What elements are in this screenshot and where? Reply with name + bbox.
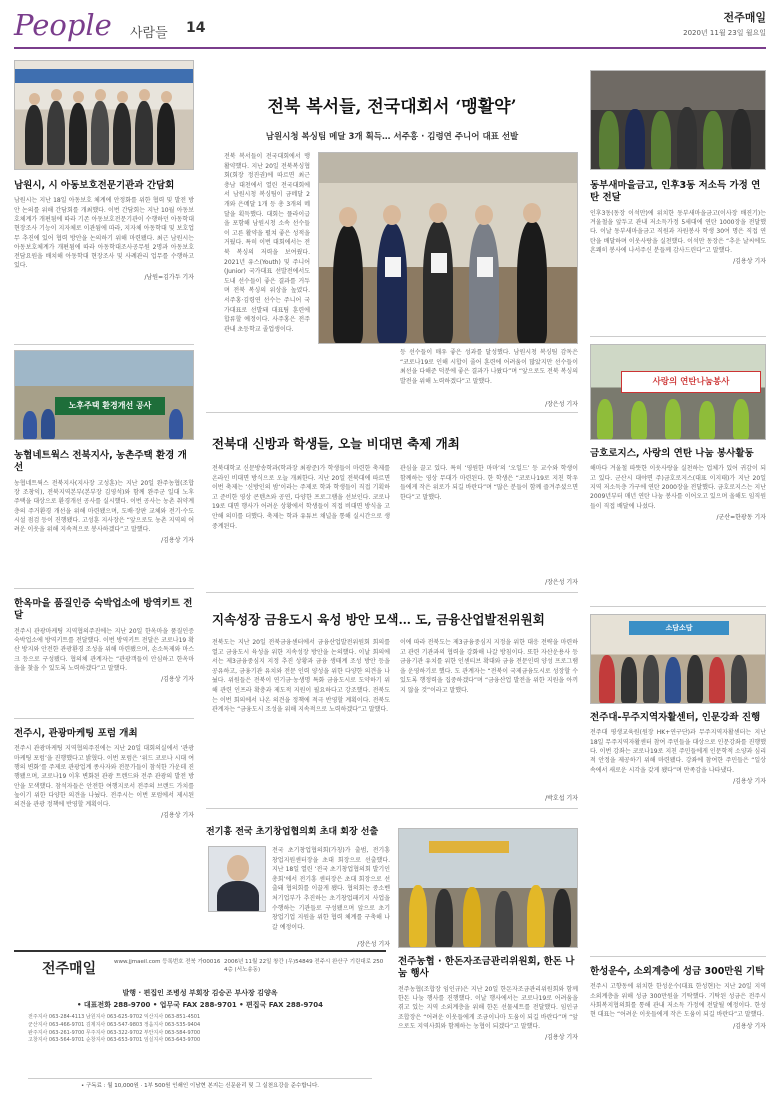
center3-headline: 지속성장 금융도시 육성 방안 모색… 도, 금융산업발전위원회 (212, 612, 545, 627)
banner-sign: 사랑의 연탄나눔봉사 (621, 371, 761, 393)
branch-directory (28, 1014, 372, 1045)
lead-body-col1: 전북 복서들이 전국대회에서 맹활약했다. 지난 20일 전북복싱협회(회장 정진권)에 따르면 최근 충남 대천에서 열린 전국대회에서 남원시청 복싱팀이 금메달 2개와 은메달 1개 등 총 3개의 메달을 획득했다. 대회는 플라이급을 포함해 남원시청 소속 선수들이 고른 활약을 펼쳐 좋은 성적을 거뒀다. 특히 이번 대회에서는 전북 복싱의 저력을 보여줬다. 2021년 유스(Youth) 및 주니어(Junior) 국가대표 선발전에서도 도내 선수들이 좋은 결과를 거두며 전북 복싱의 위상을 높였다. 서주홍·김령연 선수는 주니어 국가대표로 선발돼 대표팀 훈련에 합류할 예정이다. 사주홍은 전주관내 초등학교 졸업생이다. (224, 153, 310, 333)
subscription-notice: • 구독료 : 월 10,000원 · 1부 500원 인쇄인 이남현 본지는 신문윤리 및 그 실천요강을 준수합니다. (28, 1078, 372, 1089)
paper-name: 전주매일 (723, 11, 766, 24)
article-body: 인후3동(동장 이석만)에 위치한 동부새마을금고(이사장 배진기)는 겨울철을 앞두고 관내 저소득가정 5세대에 연탄 1000장을 전달했다. 이날 동부새마을금고 직원과 자원봉사 학생 30여 명은 직접 연탄을 배달하며 이웃사랑을 실천했다. 이석만 동장은 “추운 날씨에도 흔쾌히 봉사에 나서주신 분들께 감사드린다”고 말했다. (590, 209, 766, 254)
center3-body-col2: 이에 따라 전북도는 제3금융중심지 지정을 위한 대응 전략을 마련하고 관련 기관과의 협력을 강화해 나갈 방침이다. 또한 자산운용사 등 금융기관 유치를 위한 인센티브 확대와 금융 전문인력 양성 프로그램을 운영하기로 했다. 도 관계자는 “전북이 국제금융도시로 성장할 수 있도록 행정력을 집중하겠다”며 “금융산업 발전을 위한 지원을 아끼지 않을 것”이라고 말했다. (400, 639, 578, 694)
colophon (14, 950, 386, 1089)
center2-headline: 전북대 신방과 학생들, 오늘 비대면 축제 개최 (212, 436, 460, 451)
banner-sign: 노후주택 환경개선 공사 (55, 397, 165, 415)
article-byline: /김용상 기자 (545, 1034, 578, 1042)
divider (14, 588, 194, 589)
article-byline: /김용상 기자 (161, 812, 194, 820)
article-body: 전주농협(조합장 임인규)은 지난 20일 한돈자조금관리위원회와 함께 한돈 나눔 행사를 진행했다. 이날 행사에서는 코로나19로 어려움을 겪고 있는 지역 소외계층을 위해 한돈 선물세트를 전달했다. 임인규 조합장은 “어려운 이웃들에게 조금이나마 도움이 되길 바란다”며 “앞으로도 지역사회와 함께하는 농협이 되겠다”고 말했다. (398, 985, 578, 1030)
article-body: 전주시 관광마케팅 지역협의주진에는 지난 20일 대회의실에서 ‘관광마케팅 포럼’을 진행했다고 밝혔다. 이번 포럼은 ‘위드 코로나 시대 여행의 변화’를 주제로 관광업계 종사자와 전문가들이 참석한 가운데 진행됐으며, 코로나19 이후 변화된 관광 트렌드와 전주 관광의 발전 방안을 모색했다. 참석자들은 안전한 여행지로서 전주의 브랜드 가치를 높이기 위한 다양한 의견을 나눴다. 전주시는 이번 포럼에서 제시된 의견을 관광 정책에 반영할 계획이다. (14, 745, 194, 809)
article-left-2 (14, 450, 194, 544)
article-headline: 농협네트웍스 전북지사, 농촌주택 환경 개선 (14, 450, 187, 474)
divider (590, 956, 766, 957)
article-headline: 전주농협 · 한돈자조금관리위원회, 한돈 나눔 행사 (398, 956, 575, 980)
article-headline: 전주대-무주지역자활센터, 인문강좌 진행 (590, 712, 761, 723)
article-byline: /김용상 기자 (161, 676, 194, 684)
article-photo-lecture (590, 614, 766, 704)
article-body: 해마다 겨울철 따뜻한 이웃사랑을 실천하는 업체가 있어 귀감이 되고 있다. 군산시 대야면 주)금호로지스(대표 이지태)가 지난 20일 지역 저소득층 가구에 연탄 2000장을 전달했다. 금호로지스는 지난 2009년부터 매년 연탄 나눔 봉사를 이어오고 있으며 올해도 임직원들이 직접 배달에 나섰다. (590, 465, 766, 510)
article-body: 전주대 평생교육원(원장 HK+연구단)과 무주지역자활센터는 지난 18일 무주지역자활센터 참여 주민들을 대상으로 인문강좌를 진행했다. 이번 강좌는 코로나19로 지친 주민들에게 인문학적 소양과 심리적 안정을 제공하기 위해 마련됐다. 강좌에 참여한 주민들은 “일상 속에서 새로운 시각을 갖게 됐다”며 만족감을 나타냈다. (590, 729, 766, 774)
colophon-address: 2006년 11월 22일 창간 (우)54849 전주시 완산구 기린대로 250 4층 (서노송동) (224, 959, 384, 974)
article-byline: /김용상 기자 (733, 777, 766, 785)
article-headline: 금호로지스, 사랑의 연탄 나눔 봉사활동 (590, 448, 754, 459)
article-photo-coal (590, 344, 766, 440)
center4-body: 전국 초기창업협의회(가칭)가 출범, 전기흥 창업지원센터장을 초대 회장으로 선출했다. 지난 18일 열린 ‘전국 초기창업협의회 발기인 총회’에서 전기흥 센터장은 초대 회장으로 선출돼 협의회를 이끌게 됐다. 협의회는 중소벤처기업부가 추진하는 초기창업패키지 사업을 수행하는 기관들로 구성됐으며 앞으로 초기 창업기업 지원을 위한 협력 체계를 구축해 나갈 예정이다. (272, 847, 390, 931)
article-photo-workers (14, 350, 194, 440)
colophon-info: www.jjmaeil.com 등록번호 전북 가00016 (114, 959, 221, 965)
colophon-logo: 전주매일 (42, 961, 97, 977)
article-left-1 (14, 180, 194, 281)
article-photo-volunteers (398, 828, 578, 948)
directory-row: 고창지사 063-564-9701 순창지사 063-653-9701 임실지사 063-643-9700 (28, 1037, 201, 1044)
article-body: 남원시는 지난 18일 아동보호 체계에 안정화를 위한 협력 및 발전 방안 논의를 위해 간담회를 개최했다. 이번 간담회는 지난 10월 아동보호체계가 개편됨에 따라 기존 아동보호전문기관이 수행하던 아동학대 현장조사 기능이 지자체로 이관됨에 따라, 지자체 아동학대 및 보호업무 추진에 있어 협력 방안을 논의하기 위해 마련됐다. 최근 남원시는 아동보호체계가 개편됨에 따라 아동학대조사공무원 2명과 아동보호전담요원을 배치해 아동학대 현장조사 및 사례관리 업무를 수행하고 있다. (14, 197, 194, 270)
article-headline: 한성운수, 소외계층에 성금 300만원 기탁 (590, 966, 765, 977)
center2-body-col2: 관심을 끌고 있다. 특히 ‘영원한 마마’의 ‘오일드’ 등 교수와 학생이 함께하는 영상 무대가 마련된다. 한 학생은 “코로나19로 지친 학우들에게 작은 위로가 되길 바란다”며 “많은 분들이 함께 즐겨주셨으면 한다”고 말했다. (400, 465, 578, 501)
center4-byline: /장은성 기자 (357, 941, 390, 948)
article-left-3 (14, 598, 194, 683)
directory-row: 군산지사 063-466-9701 김제지사 063-547-9803 정읍지사 063-535-9404 (28, 1021, 201, 1028)
article-byline: /군산=한광동 기자 (716, 513, 766, 521)
article-photo-group (14, 60, 194, 170)
center3-body-col1: 전북도는 지난 20일 전북금융센터에서 금융산업발전위원회 회의를 열고 금융도시 육성을 위한 지속성장 방안을 논의했다. 이날 회의에서는 제3금융중심지 지정 추진 상황과 금융 생태계 조성 방안 등을 공유하고, 금융기관 유치와 전문 인력 양성을 위한 다양한 의견을 나눴다. 위원들은 전북이 연기금·농생명 특화 금융도시로 도약하기 위해 관련 인프라 확충과 제도적 지원이 필요하다고 강조했다. 전북도는 이번 회의에서 나온 의견을 정책에 적극 반영할 계획이다. 전북도 관계자는 “금융도시 조성을 위해 지속적으로 노력하겠다”고 말했다. (212, 639, 390, 714)
divider (206, 808, 578, 809)
masthead-rule (14, 47, 766, 49)
article-headline: 동부새마을금고, 인후3동 저소득 가정 연탄 전달 (590, 180, 761, 204)
article-byline: /남원=김가두 기자 (144, 273, 194, 281)
article-body: 전주시 관광마케팅 지역협의주진에는 지난 20일 한옥마을 품질인증 숙박업소에 방역키트를 전달했다. 이번 방역키트 전달은 코로나19 확산 방지와 안전한 관광환경 조성을 위해 마련됐으며, 손소독제와 마스크 등으로 구성됐다. 협의체 관계자는 “관광객들이 안심하고 한옥마을을 찾을 수 있도록 노력하겠다”고 말했다. (14, 627, 194, 672)
section-brand: People (14, 8, 112, 42)
lead-subhead: 남원시청 복싱팀 메달 3개 획득… 서주홍 · 김령연 주니어 대표 선발 (265, 132, 519, 142)
directory-row: 전주지사 063-284-4113 남원지사 063-625-9702 익산지사 063-851-4501 (28, 1014, 201, 1020)
divider (206, 412, 578, 413)
article-body: 전주시 고향동에 위치한 한성운수(대표 한성현)는 지난 20일 지역 소외계층을 위해 성금 300만원을 기탁했다. 기탁된 성금은 전주시 사회복지협의회를 통해 관내 저소득 가정에 전달될 예정이다. 한성현 대표는 “어려운 이웃들에게 작은 도움이 되길 바란다”고 말했다. (590, 983, 766, 1019)
article-right-3 (590, 712, 766, 785)
divider (14, 344, 194, 345)
divider (14, 718, 194, 719)
article-right-4 (590, 966, 766, 1030)
divider (206, 592, 578, 593)
article-photo-briquettes (590, 70, 766, 170)
article-center-5 (398, 956, 578, 1041)
article-right-2 (590, 448, 766, 521)
article-byline: /김용상 기자 (733, 258, 766, 266)
colophon-phones: • 대표전화 288-9700 • 업무국 FAX 288-9701 • 편집국 FAX 288-9704 (77, 1001, 323, 1009)
lead-byline: /장은성 기자 (545, 401, 578, 408)
article-byline: /김용상 기자 (733, 1022, 766, 1030)
lead-body-col2: 등 선수들이 매우 좋은 성과를 달성했다. 남원시청 복싱팀 감독은 “코로나19로 인해 시합이 줄어 훈련에 어려움이 많았지만 선수들이 최선을 다해준 덕분에 좋은 결과가 나왔다”며 “앞으로도 전북 복싱의 발전을 위해 노력하겠다”고 말했다. (400, 349, 578, 385)
lead-headline: 전북 복서들, 전국대회서 ‘맹활약’ (267, 97, 517, 117)
article-left-4 (14, 728, 194, 819)
masthead (14, 6, 766, 46)
article-right-1 (590, 180, 766, 265)
center2-body-col1: 전북대학교 신문방송학과(학과장 최광준)가 학생들이 마련한 축제를 온라인 비대면 방식으로 오늘 개최한다. 지난 20일 전북대에 따르면 이번 축제는 ‘신방인의 밤’이라는 주제로 학과 학생들이 직접 기획하고 준비한 영상 콘텐츠와 공연, 다양한 프로그램을 선보인다. 코로나19로 대면 행사가 어려운 상황에서 학생들이 직접 비대면 방식을 고안해 의미를 더했다. 축제는 학과 유튜브 채널을 통해 실시간으로 생중계된다. (212, 465, 390, 530)
colophon-staff: 발행 · 편집인 조병성 부회장 김승곤 부사장 김양옥 (122, 989, 278, 997)
directory-row: 완주지사 063-261-9700 무주지사 063-322-9702 부안지사 063-584-9700 (28, 1029, 201, 1036)
article-headline: 한옥마을 품질인증 숙박업소에 방역키트 전달 (14, 598, 193, 622)
divider (590, 336, 766, 337)
banner-sign: 소담소담 (629, 621, 729, 635)
portrait-photo (208, 846, 266, 912)
section-name: 사람들 (130, 26, 168, 41)
article-headline: 전주시, 관광마케팅 포럼 개최 (14, 728, 138, 739)
center4-headline: 전기흥 전국 초기창업협의회 초대 회장 선출 (206, 827, 379, 837)
article-headline: 남원시, 시 아동보호전문기관과 간담회 (14, 180, 175, 191)
article-body: 농협네트웍스 전북지사(지사장 고성훈)는 지난 20일 완주농협(조합장 조창익), 전북지역본부(본부장 김영석)와 함께 완주군 일대 노후 주택을 대상으로 환경개선 공사를 실시했다. 이번 공사는 농촌 취약계층의 주거환경 개선을 위해 마련됐으며, 도배·장판 교체와 전기·수도 시설 점검 등이 진행됐다. 고성훈 지사장은 “앞으로도 농촌 지역의 어려운 이웃을 위해 지속적으로 봉사하겠다”고 말했다. (14, 479, 194, 534)
page-number: 14 (186, 20, 206, 36)
article-byline: /김용상 기자 (161, 537, 194, 545)
divider (590, 606, 766, 607)
center3-byline: /박호섭 기자 (545, 795, 578, 802)
lead-photo-boxers (318, 152, 578, 344)
issue-date: 2020년 11월 23일 월요일 (683, 29, 766, 37)
center2-byline: /장은성 기자 (545, 579, 578, 586)
